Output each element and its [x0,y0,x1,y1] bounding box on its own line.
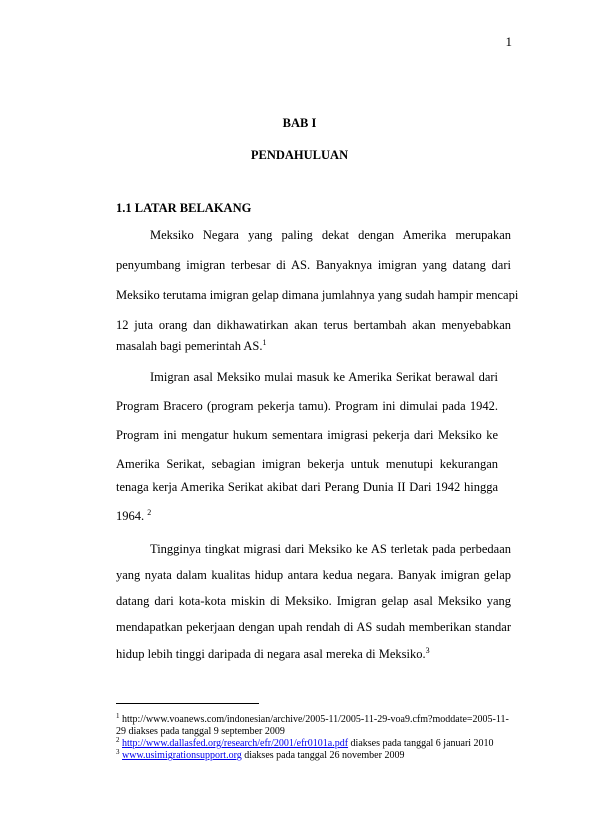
paragraph-2-line-3: Program ini mengatur hukum sementara imigrasi pekerja dari Meksiko ke [116,428,498,442]
footnote-ref-1: 1 [262,338,267,347]
paragraph-3-line-5-text: hidup lebih tinggi daripada di negara asal mereka di Meksiko. [116,647,426,661]
footnote-2-number: 2 [116,736,120,744]
paragraph-3-line-4: mendapatkan pekerjaan dengan upah rendah di AS sudah memberikan standar [116,620,511,634]
footnote-1-url: http://www.voanews.com/indonesian/archive/2005-11/2005-11-29-voa9.cfm?moddate=2005-11- [122,714,509,725]
paragraph-2-line-1: Imigran asal Meksiko mulai masuk ke Amerika Serikat berawal dari [150,370,498,384]
page-number: 1 [505,34,512,49]
paragraph-3-line-2: yang nyata dalam kualitas hidup antara kedua negara. Banyak imigran gelap [116,568,511,582]
footnote-1-line-2: 29 diakses pada tanggal 9 september 2009 [116,726,285,737]
paragraph-1-line-5 [116,339,511,354]
footnote-3-number: 3 [116,748,120,756]
footnote-2-text: diakses pada tanggal 6 januari 2010 [348,738,494,749]
paragraph-2-line-6 [116,509,511,524]
paragraph-1-line-2: penyumbang imigran terbesar di AS. Banyaknya imigran yang datang dari [116,258,511,272]
footnote-3 [116,750,404,762]
paragraph-1-line-1: Meksiko Negara yang paling dekat dengan Amerika merupakan [150,228,511,242]
footnote-2 [116,738,494,750]
footnote-3-text: diakses pada tanggal 26 november 2009 [241,750,405,761]
paragraph-3-line-3: datang dari kota-kota miskin di Meksiko. Imigran gelap asal Meksiko yang [116,594,511,608]
paragraph-1-line-4: 12 juta orang dan dikhawatirkan akan terus bertambah akan menyebabkan [116,318,511,332]
footnote-3-link[interactable]: www.usimigrationsupport.org [122,750,242,761]
chapter-label: BAB I [282,116,317,130]
paragraph-2-line-6-text: 1964. [116,509,148,523]
footnote-1-line-1 [116,714,509,726]
paragraph-2-line-4: Amerika Serikat, sebagian imigran bekerja untuk menutupi kekurangan [116,457,498,471]
footnote-2-link[interactable]: http://www.dallasfed.org/research/efr/2001/efr0101a.pdf [122,738,349,749]
footnote-1-number: 1 [116,712,120,720]
paragraph-1-line-5-text: masalah bagi pemerintah AS. [116,339,263,353]
footnote-separator [116,703,259,704]
footnote-ref-3: 3 [425,646,430,655]
paragraph-2-line-5: tenaga kerja Amerika Serikat akibat dari Perang Dunia II Dari 1942 hingga [116,480,498,494]
paragraph-3-line-5 [116,647,511,662]
paragraph-1-line-3: Meksiko terutama imigran gelap dimana jumlahnya yang sudah hampir mencapi [116,288,519,302]
chapter-title: PENDAHULUAN [250,148,349,162]
footnote-ref-2: 2 [147,508,152,517]
section-heading: 1.1 LATAR BELAKANG [116,201,252,215]
paragraph-2-line-2: Program Bracero (program pekerja tamu). Program ini dimulai pada 1942. [116,399,498,413]
paragraph-3-line-1: Tingginya tingkat migrasi dari Meksiko ke AS terletak pada perbedaan [150,542,511,556]
